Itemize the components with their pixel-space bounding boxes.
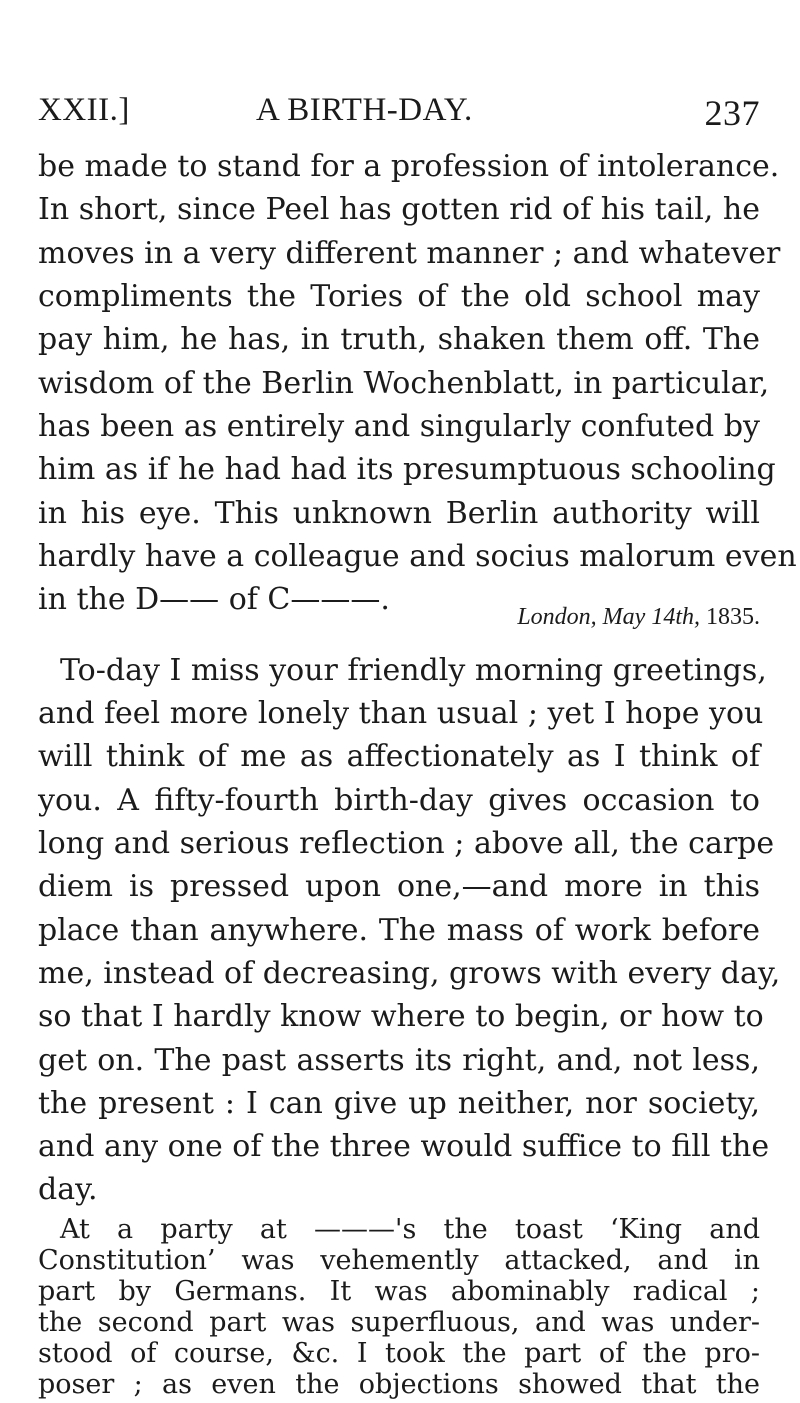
- text-line: the present : I can give up neither, nor society,: [38, 1086, 760, 1121]
- running-header: [38, 92, 760, 132]
- dateline: [517, 604, 760, 631]
- text-line: be made to stand for a profession of intolerance.: [38, 149, 780, 184]
- text-line: him as if he had had its presumptuous schooling: [38, 452, 776, 487]
- text-line: In short, since Peel has gotten rid of his tail, he: [38, 192, 760, 227]
- text-line: stood of course, &c. I took the part of the pro-: [38, 1338, 760, 1369]
- text-line: will think of me as affectionately as I think of: [38, 739, 760, 774]
- chapter-number: XXII.]: [38, 92, 130, 128]
- text-line: long and serious reflection ; above all, the carpe: [38, 826, 775, 861]
- dateline-place: London,: [517, 604, 597, 630]
- text-line: and any one of the three would suffice to fill the: [38, 1129, 770, 1164]
- text-line: wisdom of the Berlin Wochenblatt, in particular,: [38, 366, 770, 401]
- text-line: compliments the Tories of the old school may: [38, 279, 760, 314]
- text-line: has been as entirely and singularly confuted by: [38, 409, 760, 444]
- text-line: get on. The past asserts its right, and, not less,: [38, 1043, 760, 1078]
- dateline-year: 1835.: [706, 604, 760, 630]
- text-line: in the D—— of C———.: [38, 582, 390, 617]
- text-line: so that I hardly know where to begin, or how to: [38, 999, 764, 1034]
- text-line: poser ; as even the objections showed that the: [38, 1369, 760, 1400]
- text-line: in his eye. This unknown Berlin authority will: [38, 496, 760, 531]
- text-line: At a party at ———'s the toast ‘King and: [60, 1214, 760, 1245]
- text-line: Constitution’ was vehemently attacked, and in: [38, 1245, 760, 1276]
- text-line: To-day I miss your friendly morning greetings,: [60, 653, 767, 688]
- text-line: moves in a very different manner ; and whatever: [38, 236, 781, 271]
- text-line: pay him, he has, in truth, shaken them off. The: [38, 322, 760, 357]
- text-line: diem is pressed upon one,—and more in this: [38, 869, 760, 904]
- text-line: and feel more lonely than usual ; yet I hope you: [38, 696, 764, 731]
- page-number: 237: [704, 93, 760, 133]
- text-line: me, instead of decreasing, grows with every day,: [38, 956, 781, 991]
- text-line: part by Germans. It was abominably radical ;: [38, 1276, 760, 1307]
- dateline-day: 14th,: [651, 604, 700, 630]
- text-line: you. A fifty-fourth birth-day gives occasion to: [38, 783, 760, 818]
- text-line: day.: [38, 1172, 98, 1207]
- running-title: A BIRTH-DAY.: [256, 92, 473, 128]
- text-line: place than anywhere. The mass of work before: [38, 913, 760, 948]
- dateline-month: May: [602, 604, 646, 630]
- text-line: the second part was superfluous, and was under-: [38, 1307, 760, 1338]
- text-line: hardly have a colleague and socius malorum even: [38, 539, 797, 574]
